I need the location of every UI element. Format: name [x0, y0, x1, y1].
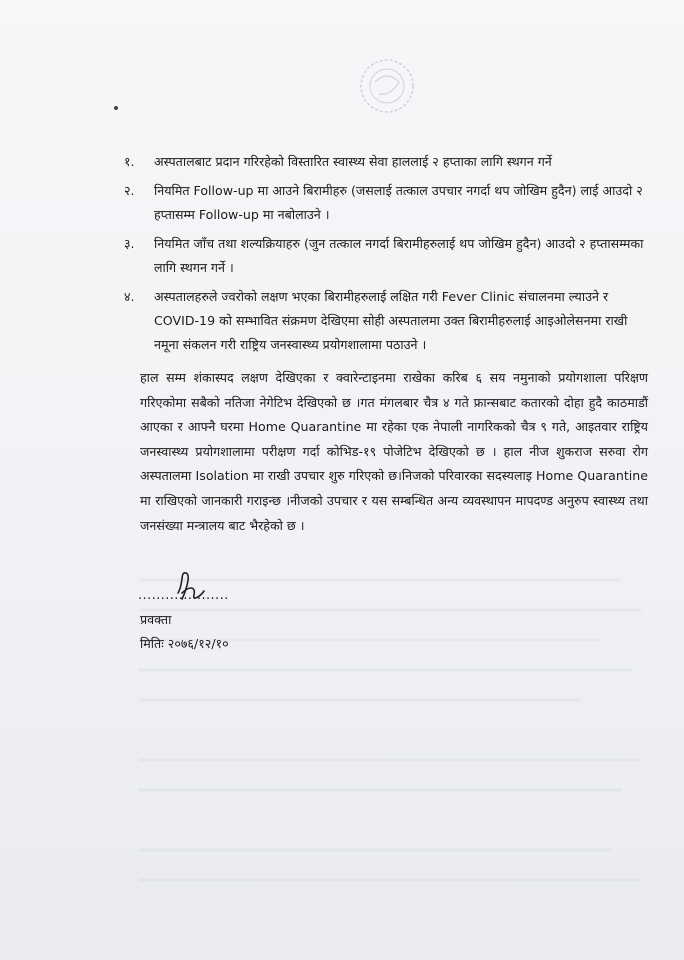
item-text: अस्पतालहरुले ज्वरोको लक्षण भएका बिरामीहरुलाई लक्षित गरी Fever Clinic संचालनमा ल्याउने र COVID-19 को सम्भावित संक्रमण देखिएमा सोही अस्पतालमा उक्त बिरामीहरुलाई आइओलेसनमा राखी नमूना संकलन गरी राष्ट्रिय जनस्वास्थ्य प्रयोगशालामा पठाउने । — [154, 289, 628, 352]
list-item — [124, 232, 654, 280]
bleed-through-text — [120, 560, 660, 940]
item-number: ३. — [124, 236, 135, 251]
designation: प्रवक्ता — [140, 612, 172, 627]
item-number: १. — [124, 154, 135, 169]
item-number: २. — [124, 183, 135, 198]
item-text: अस्पतालबाट प्रदान गरिरहेको विस्तारित स्वास्थ्य सेवा हाललाई २ हप्ताका लागि स्थगन गर्ने — [154, 154, 552, 169]
numbered-list — [124, 150, 654, 362]
list-item — [124, 285, 654, 357]
item-text: नियमित जाँच तथा शल्यक्रियाहरु (जुन तत्काल नगर्दा बिरामीहरुलाई थप जोखिम हुदैन) आउदो २ हप्तासम्मका लागि स्थगन गर्ने । — [154, 236, 644, 275]
item-number: ४. — [124, 289, 135, 304]
signature-line: .................... — [138, 588, 229, 603]
ink-mark — [114, 106, 118, 110]
faded-seal-stamp — [345, 52, 425, 122]
item-text: नियमित Follow-up मा आउने बिरामीहरु (जसलाई तत्काल उपचार नगर्दा थप जोखिम हुदैन) लाई आउदो २ हप्तासम्म Follow-up मा नबोलाउने । — [154, 183, 643, 222]
date: मितिः २०७६/१२/१० — [140, 636, 229, 651]
list-item — [124, 150, 654, 174]
list-item — [124, 179, 654, 227]
body-paragraph: हाल सम्म शंकास्पद लक्षण देखिएका र क्वारेन्टाइनमा राखेका करिब ६ सय नमुनाको प्रयोगशाला परिक्षण गरिएकोमा सबैको नतिजा नेगेटिभ देखिएको छ ।गत मंगलबार चैत्र ४ गते फ्रान्सबाट कतारको दोहा हुदै काठमाडौं आएका र आफ्नै घरमा Home Quarantine मा रहेका एक नेपाली नागरिकको चैत्र ९ गते, आइतवार राष्ट्रिय जनस्वास्थ्य प्रयोगशालामा परीक्षण गर्दा कोभिड-१९ पोजेटिभ देखिएको छ । हाल नीज शुकराज सरुवा रोग अस्पतालमा Isolation मा राखी उपचार शुरु गरिएको छ।निजको परिवारका सदस्यलाइ Home Quarantine मा राखिएको जानकारी गराइन्छ ।नीजको उपचार र यस सम्बन्धित अन्य व्यवस्थापन मापदण्ड अनुरुप स्वास्थ्य तथा जनसंख्या मन्त्रालय बाट भैरहेको छ । — [140, 370, 648, 533]
